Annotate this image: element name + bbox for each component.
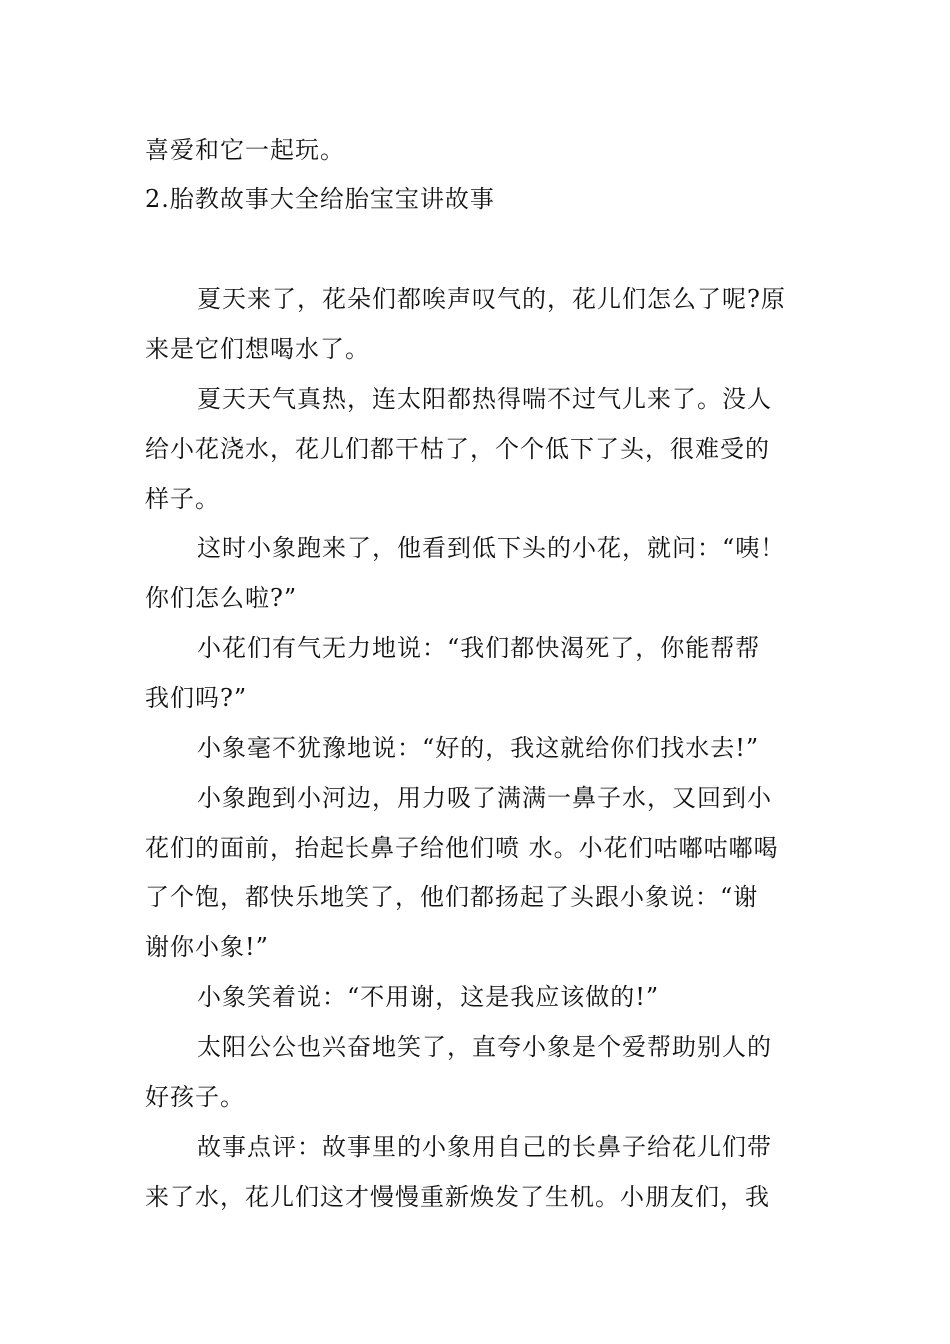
text-line: 花们的面前，抬起长鼻子给他们喷 水。小花们咕嘟咕嘟喝 <box>145 834 779 862</box>
text-line: 谢你小象!” <box>145 933 269 961</box>
section-heading: 2.胎教故事大全给胎宝宝讲故事 <box>145 185 495 213</box>
text-line: 小象毫不犹豫地说：“好的，我这就给你们找水去!” <box>197 734 760 762</box>
text-line: 小象跑到小河边，用力吸了满满一鼻子水，又回到小 <box>197 784 772 812</box>
text-line: 你们怎么啦?” <box>145 584 298 612</box>
text-line: 喜爱和它一起玩。 <box>145 136 345 164</box>
text-line: 小花们有气无力地说：“我们都快渴死了，你能帮帮 <box>197 634 761 662</box>
text-line: 太阳公公也兴奋地笑了，直夸小象是个爱帮助别人的 <box>197 1033 772 1061</box>
text-line: 我们吗?” <box>145 684 248 712</box>
text-line: 来是它们想喝水了。 <box>145 335 370 363</box>
text-line: 了个饱，都快乐地笑了，他们都扬起了头跟小象说：“谢 <box>145 883 759 911</box>
text-line: 样子。 <box>145 485 220 513</box>
text-line: 好孩子。 <box>145 1083 245 1111</box>
text-line: 来了水，花儿们这才慢慢重新焕发了生机。小朋友们，我 <box>145 1183 770 1211</box>
text-line: 小象笑着说：“不用谢，这是我应该做的!” <box>197 983 660 1011</box>
text-line: 夏天天气真热，连太阳都热得喘不过气儿来了。没人 <box>197 385 772 413</box>
text-line: 给小花浇水，花儿们都干枯了，个个低下了头，很难受的 <box>145 435 770 463</box>
text-line: 故事点评：故事里的小象用自己的长鼻子给花儿们带 <box>197 1133 772 1161</box>
text-line: 夏天来了，花朵们都唉声叹气的，花儿们怎么了呢?原 <box>197 285 786 313</box>
text-line: 这时小象跑来了，他看到低下头的小花，就问：“咦！ <box>197 534 786 562</box>
